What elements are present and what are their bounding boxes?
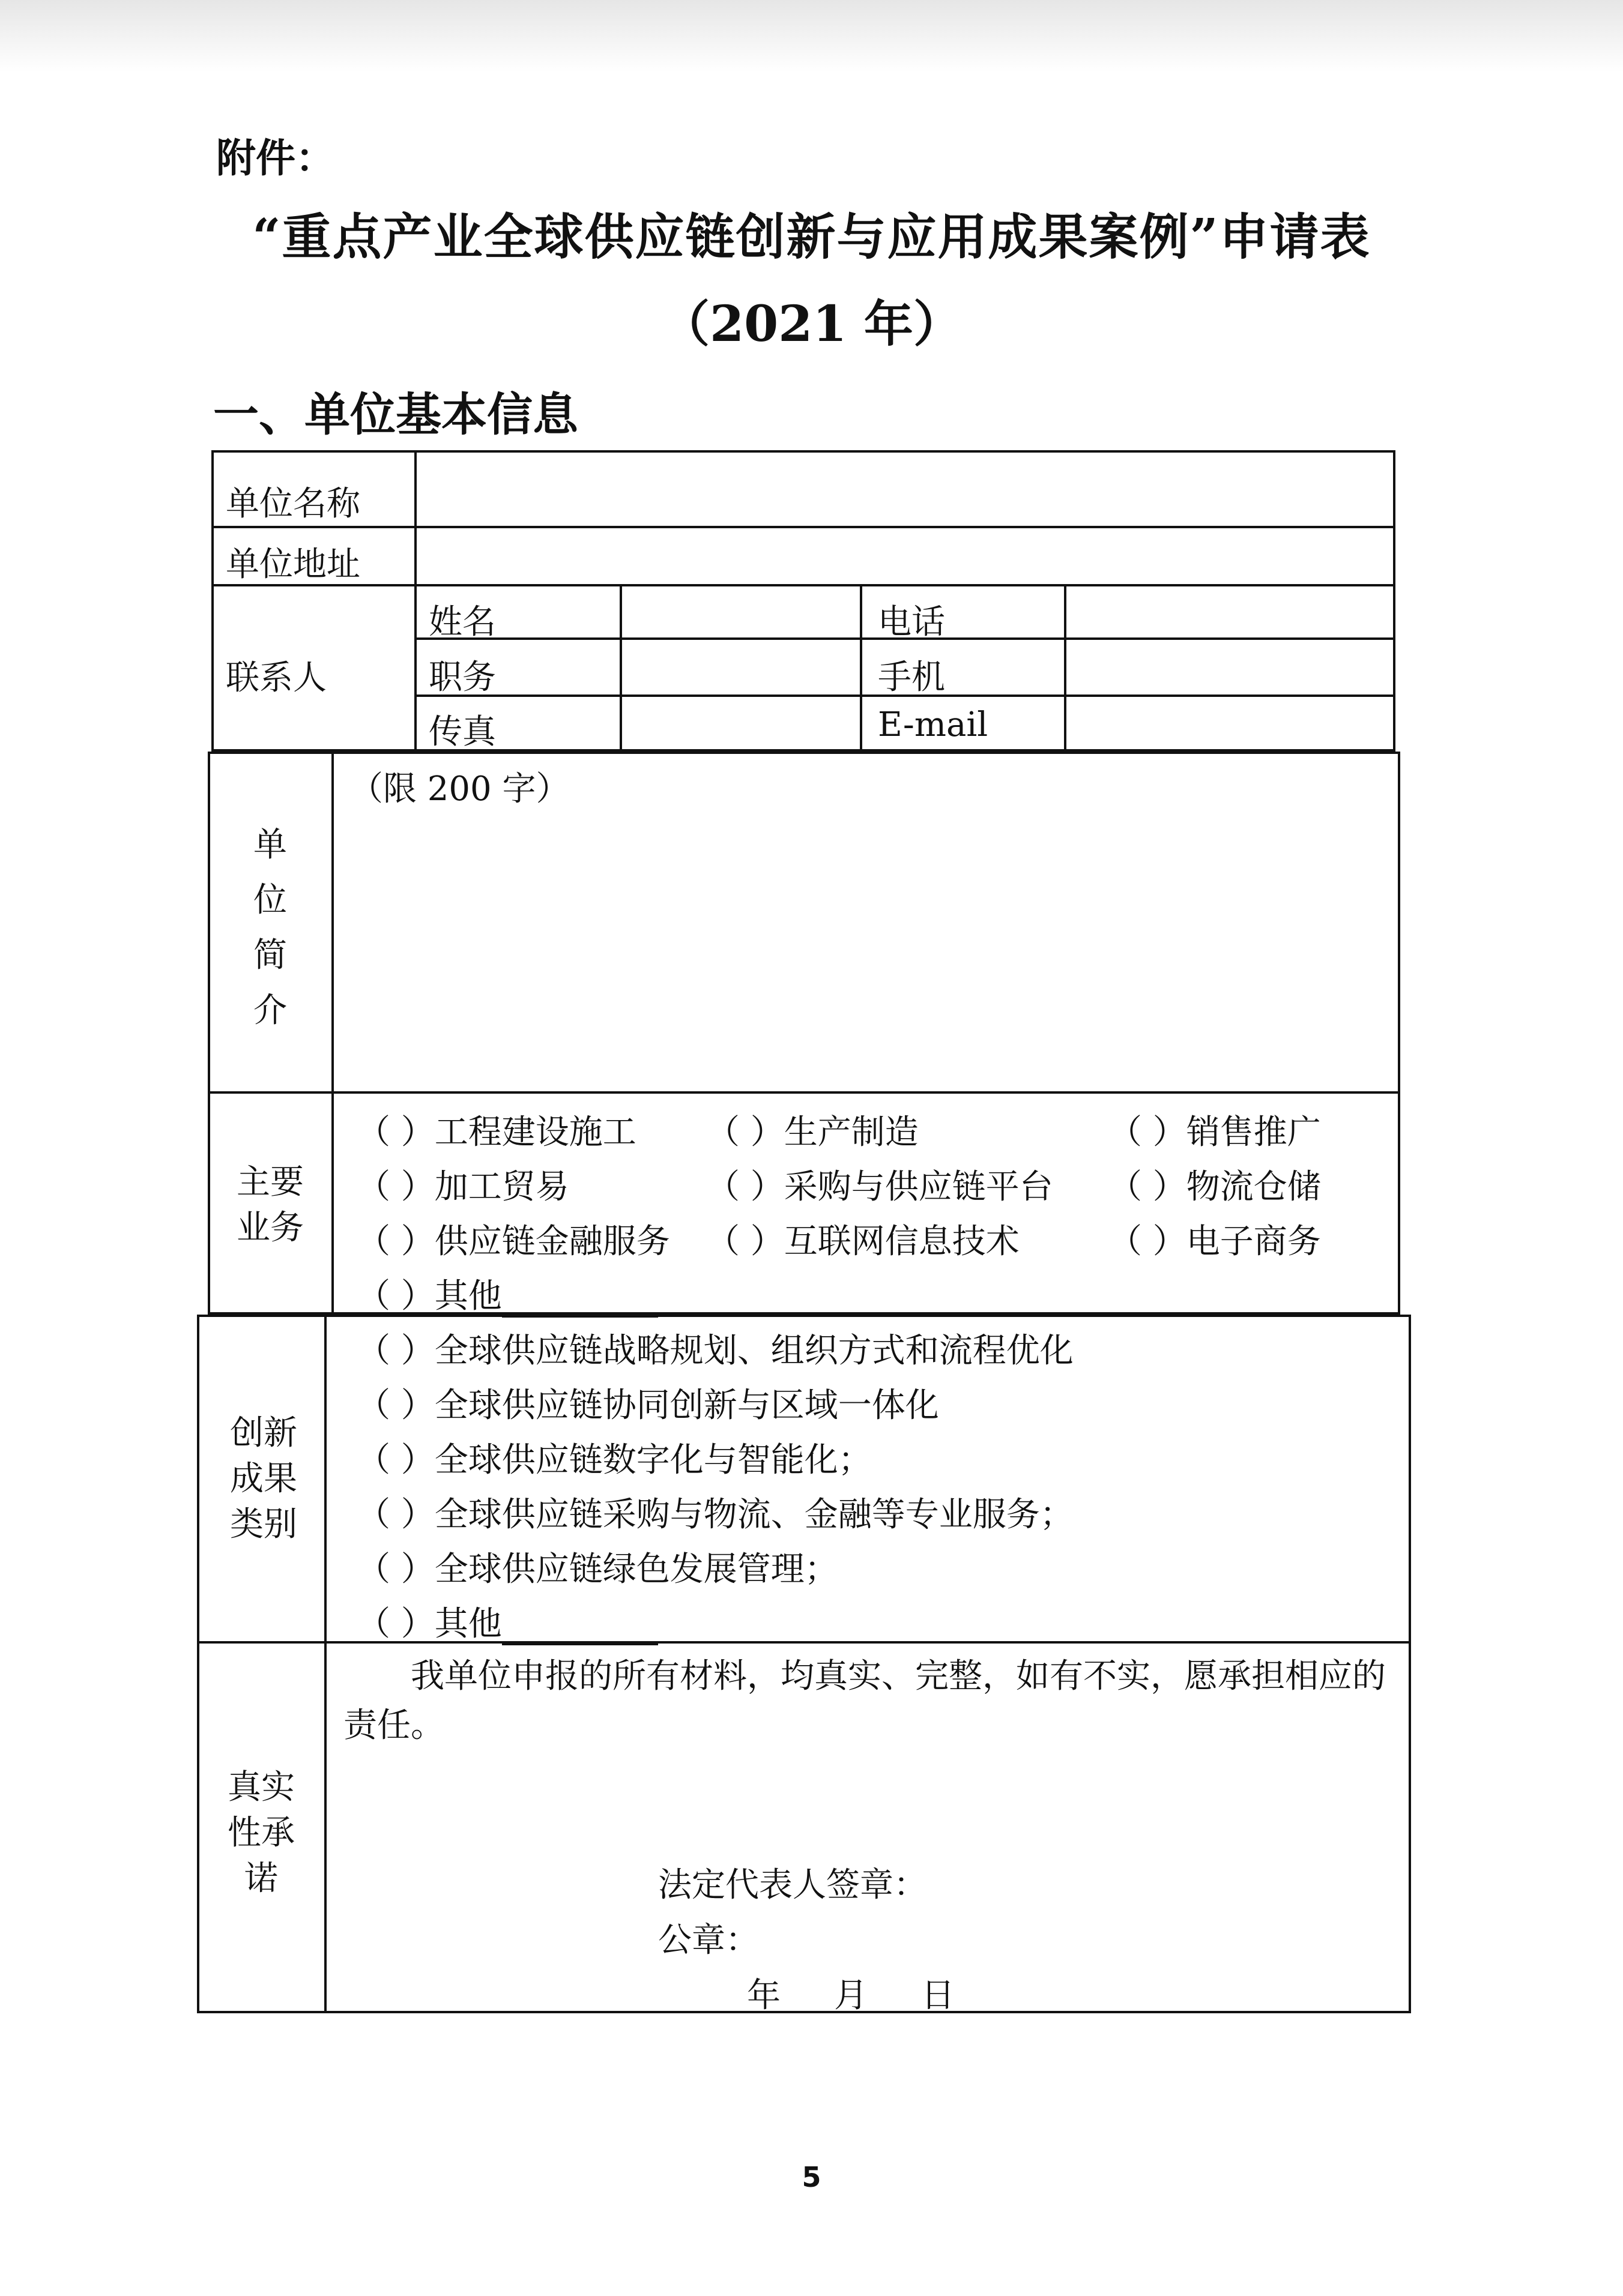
pledge-label (216, 1765, 306, 1902)
document-year: （2021 年） (660, 295, 963, 353)
attachment-label: 附件： (216, 134, 335, 181)
signature-field[interactable] (937, 1855, 1297, 1903)
innovation-option-digital[interactable]: （ ）全球供应链数字化与智能化； (357, 1441, 872, 1480)
section-heading-unit-info: 一、单位基本信息 (213, 388, 578, 441)
business-option-sales[interactable]: （ ）销售推广 (1108, 1113, 1321, 1152)
innovation-option-other[interactable] (357, 1597, 658, 1645)
document-title: “重点产业全球供应链创新与应用成果案例”申请表 (252, 208, 1371, 266)
contact-mobile-label: 手机 (878, 658, 945, 697)
contact-label: 联系人 (226, 658, 327, 698)
pledge-text: 我单位申报的所有材料，均真实、完整，如有不实，愿承担相应的责任。 (343, 1657, 1386, 1745)
business-option-other[interactable] (357, 1270, 658, 1318)
unit-intro-field[interactable] (336, 810, 1395, 1086)
innovation-option-services[interactable]: （ ）全球供应链采购与物流、金融等专业服务； (357, 1495, 1074, 1534)
intro-hint: （限 200 字） (349, 770, 570, 809)
pledge-label-line: 真实 (228, 1768, 295, 1807)
row-divider (211, 584, 1395, 586)
business-option-ecommerce[interactable]: （ ）电子商务 (1108, 1222, 1321, 1261)
contact-position-label: 职务 (429, 658, 496, 697)
innovation-option-collaboration[interactable]: （ ）全球供应链协同创新与区域一体化 (357, 1386, 939, 1425)
page-number: 5 (802, 2161, 821, 2193)
business-label-line: 主要 (237, 1163, 304, 1202)
business-option-logistics[interactable]: （ ）物流仓储 (1108, 1168, 1321, 1207)
business-label-line: 业务 (237, 1208, 304, 1247)
label-column-divider (331, 752, 334, 1315)
unit-name-label: 单位名称 (226, 484, 360, 523)
unit-name-field[interactable] (418, 454, 1391, 525)
row-divider (208, 1091, 1400, 1094)
business-option-manufacturing[interactable]: （ ）生产制造 (706, 1113, 919, 1152)
business-label (228, 1160, 312, 1251)
seal-field[interactable] (757, 1910, 1117, 1958)
business-option-procurement-platform[interactable]: （ ）采购与供应链平台 (706, 1168, 1053, 1207)
contact-mobile-field[interactable] (1068, 641, 1392, 693)
seal-label: 公章： (658, 1921, 759, 1960)
contact-phone-label: 电话 (878, 603, 945, 642)
label-column-divider (324, 1315, 327, 2013)
unit-address-field[interactable] (418, 529, 1391, 582)
pledge-label-line: 诺 (244, 1859, 278, 1898)
business-other-blank[interactable] (502, 1285, 658, 1318)
pledge-label-line: 性承 (228, 1813, 295, 1852)
innovation-label-line: 创新 (230, 1414, 297, 1453)
business-option-engineering[interactable]: （ ）工程建设施工 (357, 1113, 636, 1152)
label-column-divider (414, 450, 417, 752)
contact-column-divider (620, 584, 622, 752)
business-option-finance[interactable]: （ ）供应链金融服务 (357, 1222, 670, 1261)
row-divider (211, 526, 1395, 528)
innovation-option-other-label: （ ）其他 (357, 1604, 502, 1644)
contact-fax-label: 传真 (429, 713, 496, 752)
contact-name-field[interactable] (623, 588, 857, 636)
intro-label-char: 简 (253, 936, 287, 975)
intro-label-char: 介 (253, 991, 287, 1030)
contact-column-divider (1064, 584, 1066, 752)
contact-position-field[interactable] (623, 641, 857, 693)
contact-email-field[interactable] (1068, 698, 1392, 750)
contact-fax-field[interactable] (623, 698, 857, 750)
date-label: 年 月 日 (747, 1976, 955, 2015)
business-option-internet-it[interactable]: （ ）互联网信息技术 (706, 1222, 1020, 1261)
innovation-option-strategy[interactable]: （ ）全球供应链战略规划、组织方式和流程优化 (357, 1331, 1074, 1370)
innovation-label-line: 类别 (230, 1505, 297, 1544)
business-option-processing-trade[interactable]: （ ）加工贸易 (357, 1168, 569, 1207)
unit-address-label: 单位地址 (226, 545, 360, 584)
contact-phone-field[interactable] (1068, 588, 1392, 636)
innovation-label-line: 成果 (230, 1459, 297, 1498)
intro-label-char: 单 (253, 825, 287, 864)
intro-label-char: 位 (253, 881, 287, 920)
innovation-label (219, 1411, 309, 1547)
business-option-other-label: （ ）其他 (357, 1277, 502, 1316)
innovation-option-green[interactable]: （ ）全球供应链绿色发展管理； (357, 1550, 838, 1589)
signature-label: 法定代表人签章： (658, 1866, 927, 1905)
contact-column-divider (860, 584, 862, 752)
contact-name-label: 姓名 (429, 603, 496, 642)
contact-email-label: E-mail (878, 705, 988, 744)
innovation-other-blank[interactable] (502, 1613, 658, 1645)
